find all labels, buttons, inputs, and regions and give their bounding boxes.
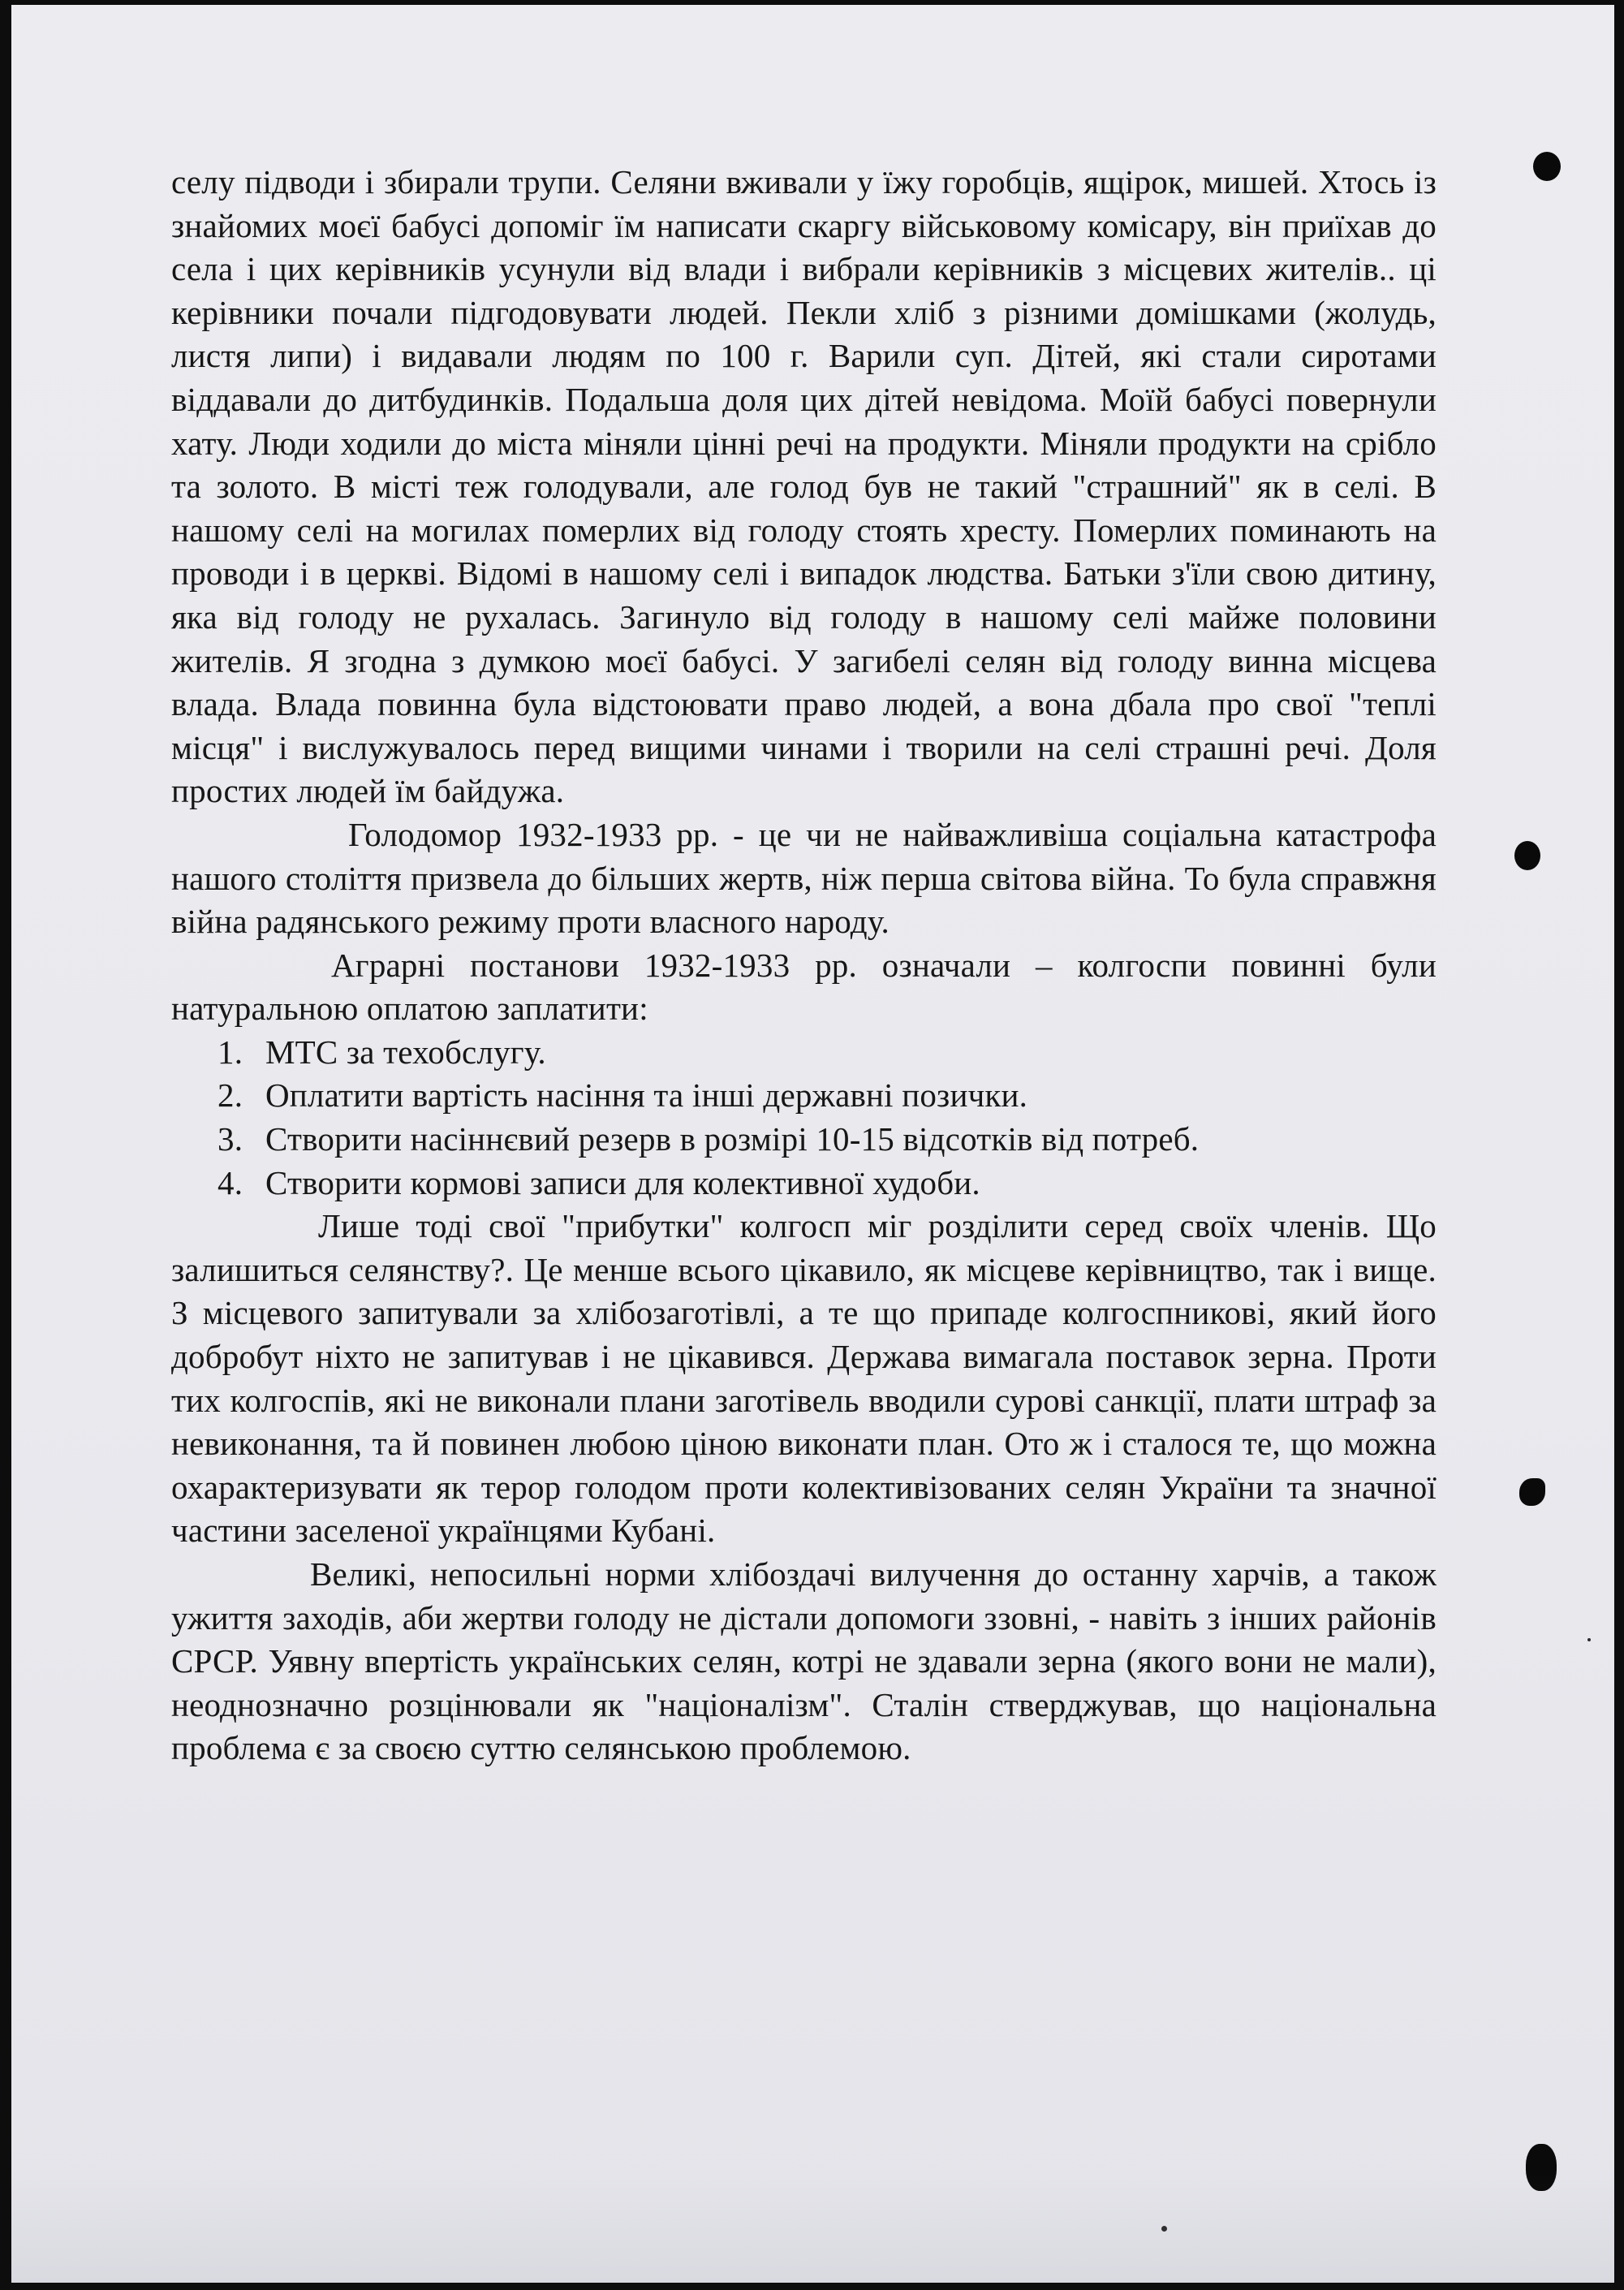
punch-hole [1526,2144,1557,2191]
punch-hole [1514,841,1540,870]
ink-speck [1161,2226,1167,2232]
paragraph-agrarian-decrees: Аграрні постанови 1932-1933 рр. означали – колгоспи повинні були натуральною оплатою заплатити: [171,946,1437,1028]
document-body [171,161,1437,1770]
paragraph-collective-farm-profits: Лише тоді свої "прибутки" колгосп міг розділити серед своїх членів. Що залишиться селянству?. Це менше всього цікавило, як місцеве керівництво, так і вище. З місцевого запитували за хлібозаготівлі, а те що припаде колгоспникові, який його добробут ніхто не запитував і не цікавився. Держава вимагала поставок зерна. Проти тих колгоспів, які не виконали плани заготівель вводили сурові санкції, плати штраф за невиконання, та й повинен любою ціною виконати план. Ото ж і сталося те, що можна охарактеризувати як терор голодом проти колективізованих селян України та значної частини заселеної українцями Кубані. [171,1207,1437,1550]
punch-hole [1519,1478,1545,1506]
list-item: 4. Створити кормові записи для колективної худоби. [218,1163,980,1201]
paragraph-grain-quotas: Великі, непосильні норми хлібоздачі вилучення до останну харчів, а також ужиття заходів, аби жертви голоду не дістали допомоги ззовні, - навіть з інших районів СРСР. Уявну впертість українських селян, котрі не здавали зерна (якого вони не мали), неоднозначно розцінювали як "націоналізм". Сталін стверджував, що національна проблема є за своєю суттю селянською проблемою. [171,1555,1437,1767]
list-item: 2. Оплатити вартість насіння та інші державні позички. [218,1076,1028,1115]
list-item: 1. МТС за техобслугу. [218,1033,546,1071]
list-item: 3. Створити насіннєвий резерв в розмірі 10-15 відсотків від потреб. [218,1120,1200,1158]
punch-hole [1533,152,1561,181]
obligations-list [171,1031,1437,1205]
paragraph-memoir: селу підводи і збирали трупи. Селяни вживали у їжу горобців, ящірок, мишей. Хтось із знайомих моєї бабусі допоміг їм написати скаргу військовому комісару, він приїхав до села і цих керівників усунули від влади і вибрали керівників з місцевих жителів.. ці керівники почали підгодовувати людей. Пекли хліб з різними домішками (жолудь, листя липи) і видавали людям по 100 г. Варили суп. Дітей, які стали сиротами віддавали до дитбудинків. Подальша доля цих дітей невідома. Моїй бабусі повернули хату. Люди ходили до міста міняли цінні речі на продукти. Міняли продукти на срібло та золото. В місті теж голодували, але голод був не такий "страшний" як в селі. В нашому селі на могилах померлих від голоду стоять хресту. Померлих поминають на проводи і в церкві. Відомі в нашому селі і випадок людства. Батьки з'їли свою дитину, яка від голоду не рухалась. Загинуло від голоду в нашому селі майже половини жителів. Я згодна з думкою моєї бабусі. У загибелі селян від голоду винна місцева влада. Влада повинна була відстоювати право людей, а вона дбала про свої "теплі місця" і вислужувалось перед вищими чинами і творили на селі страшні речі. Доля простих людей їм байдужа. [171,163,1437,810]
ink-speck [1587,1638,1591,1641]
paragraph-holodomor: Голодомор 1932-1933 рр. - це чи не найважливіша соціальна катастрофа нашого століття призвела до більших жертв, ніж перша світова війна. То була справжня війна радянського режиму проти власного народу. [171,815,1437,941]
